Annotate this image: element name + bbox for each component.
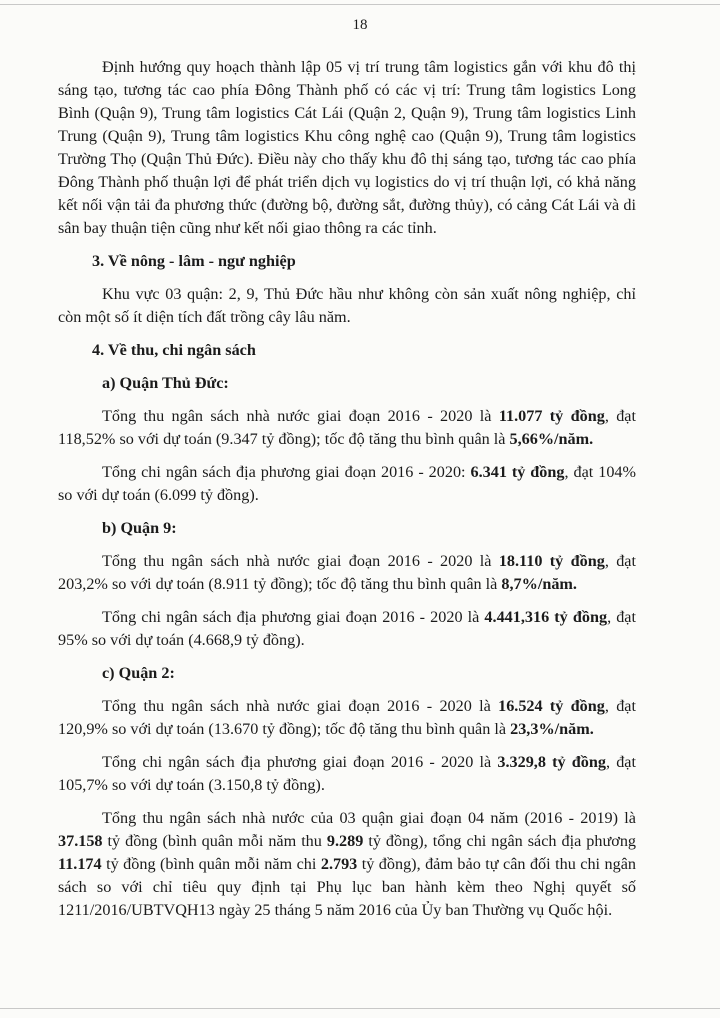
paragraph-thu-duc-expenditure: Tổng chi ngân sách địa phương giai đoạn 2016 - 2020: 6.341 tỷ đồng, đạt 104% so với dự toán (6.099 tỷ đồng). [58,463,636,504]
paragraph-agriculture: Khu vực 03 quận: 2, 9, Thủ Đức hầu như không còn sản xuất nông nghiệp, chỉ còn một số ít diện tích đất trồng cây lâu năm. [58,285,636,326]
section-heading-budget: 4. Về thu, chi ngân sách [92,341,256,359]
paragraph-thu-duc-revenue: Tổng thu ngân sách nhà nước giai đoạn 2016 - 2020 là 11.077 tỷ đồng, đạt 118,52% so với dự toán (9.347 tỷ đồng); tốc độ tăng thu bình quân là 5,66%/năm. [58,407,636,448]
subheading-thu-duc: a) Quận Thủ Đức: [102,374,229,392]
paragraph-district-9-expenditure: Tổng chi ngân sách địa phương giai đoạn 2016 - 2020 là 4.441,316 tỷ đồng, đạt 95% so với dự toán (4.668,9 tỷ đồng). [58,608,636,649]
paragraph-budget-summary: Tổng thu ngân sách nhà nước của 03 quận giai đoạn 04 năm (2016 - 2019) là 37.158 tỷ đồng (bình quân mỗi năm thu 9.289 tỷ đồng), tổng chi ngân sách địa phương 11.174 tỷ đồng (bình quân mỗi năm chi 2.793 tỷ đồng), đảm bảo tự cân đối thu chi ngân sách so với chỉ tiêu quy định tại Phụ lục ban hành kèm theo Nghị quyết số 1211/2016/UBTVQH13 ngày 25 tháng 5 năm 2016 của Ủy ban Thường vụ Quốc hội. [58,809,637,919]
paragraph-district-9-revenue: Tổng thu ngân sách nhà nước giai đoạn 2016 - 2020 là 18.110 tỷ đồng, đạt 203,2% so với dự toán (8.911 tỷ đồng); tốc độ tăng thu bình quân là 8,7%/năm. [58,552,636,593]
top-scan-edge [0,4,720,5]
section-heading-agriculture: 3. Về nông - lâm - ngư nghiệp [92,252,296,270]
page-number: 18 [352,17,368,33]
bottom-scan-edge [0,1008,720,1009]
subheading-district-2: c) Quận 2: [102,664,175,682]
paragraph-district-2-expenditure: Tổng chi ngân sách địa phương giai đoạn 2016 - 2020 là 3.329,8 tỷ đồng, đạt 105,7% so với dự toán (3.150,8 tỷ đồng). [58,753,636,794]
paragraph-district-2-revenue: Tổng thu ngân sách nhà nước giai đoạn 2016 - 2020 là 16.524 tỷ đồng, đạt 120,9% so với dự toán (13.670 tỷ đồng); tốc độ tăng thu bình quân là 23,3%/năm. [58,697,636,738]
paragraph-logistics: Định hướng quy hoạch thành lập 05 vị trí trung tâm logistics gắn với khu đô thị sáng tạo, tương tác cao phía Đông Thành phố có các vị trí: Trung tâm logistics Long Bình (Quận 9), Trung tâm logistics Cát Lái (Quận 2, Quận 9), Trung tâm logistics Linh Trung (Quận 9), Trung tâm logistics Khu công nghệ cao (Quận 9), Trung tâm logistics Trường Thọ (Quận Thủ Đức). Điều này cho thấy khu đô thị sáng tạo, tương tác cao phía Đông Thành phố thuận lợi để phát triển dịch vụ logistics do vị trí thuận lợi, có khả năng kết nối vận tải đa phương thức (đường bộ, đường sắt, đường thủy), có cảng Cát Lái và di sân bay thuận tiện cũng như kết nối giao thông ra các tỉnh. [58,58,636,237]
document-body [58,56,636,932]
subheading-district-9: b) Quận 9: [102,519,177,537]
